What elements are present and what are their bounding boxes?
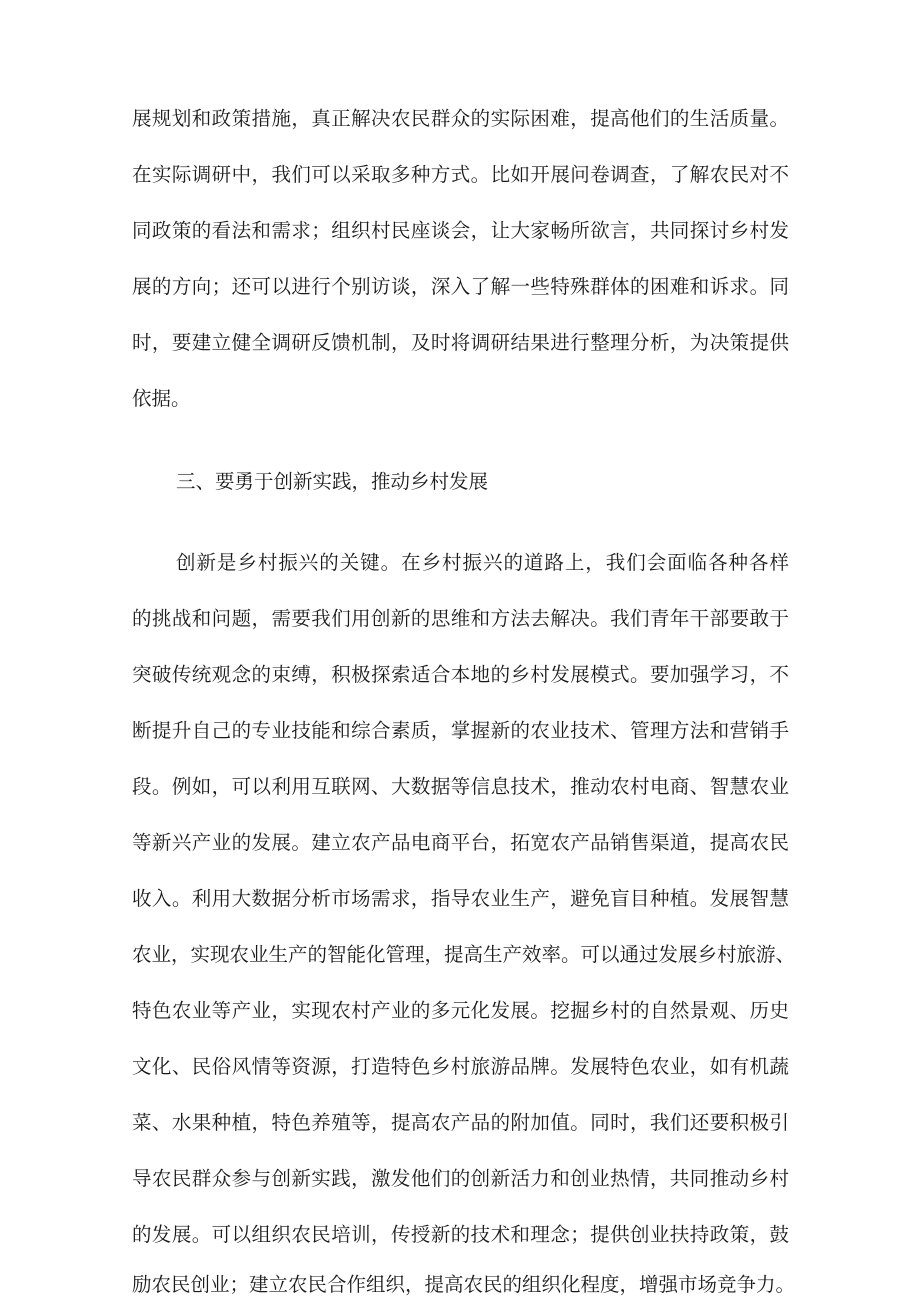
body-line: 等新兴产业的发展。建立农产品电商平台，拓宽农产品销售渠道，提高农民 [132,831,789,854]
body-line: 同政策的看法和需求；组织村民座谈会，让大家畅所欲言，共同探讨乡村发 [132,219,789,242]
body-line: 突破传统观念的束缚，积极探索适合本地的乡村发展模式。要加强学习，不 [132,663,789,686]
body-line: 导农民群众参与创新实践，激发他们的创新活力和创业热情，共同推动乡村 [132,1167,789,1190]
body-line: 菜、水果种植，特色养殖等，提高农产品的附加值。同时，我们还要积极引 [132,1111,789,1134]
body-line: 特色农业等产业，实现农村产业的多元化发展。挖掘乡村的自然景观、历史 [132,999,789,1022]
body-line: 农业，实现农业生产的智能化管理，提高生产效率。可以通过发展乡村旅游、 [132,943,796,966]
body-line: 的挑战和问题，需要我们用创新的思维和方法去解决。我们青年干部要敢于 [132,607,789,630]
body-line: 在实际调研中，我们可以采取多种方式。比如开展问卷调查，了解农民对不 [132,163,789,186]
body-line: 依据。 [132,387,191,410]
body-line: 文化、民俗风情等资源，打造特色乡村旅游品牌。发展特色农业，如有机蔬 [132,1055,789,1078]
body-line: 展规划和政策措施，真正解决农民群众的实际困难，提高他们的生活质量。 [132,107,789,130]
body-line: 断提升自己的专业技能和综合素质，掌握新的农业技术、管理方法和营销手 [132,719,789,742]
body-line: 时，要建立健全调研反馈机制，及时将调研结果进行整理分析，为决策提供 [132,331,789,354]
body-line: 收入。利用大数据分析市场需求，指导农业生产，避免盲目种植。发展智慧 [132,887,789,910]
body-line: 创新是乡村振兴的关键。在乡村振兴的道路上，我们会面临各种各样 [176,551,789,574]
body-line: 的发展。可以组织农民培训，传授新的技术和理念；提供创业扶持政策，鼓 [132,1223,789,1246]
body-line: 励农民创业；建立农民合作组织，提高农民的组织化程度，增强市场竞争力。 [132,1273,796,1296]
section-heading: 三、要勇于创新实践，推动乡村发展 [176,470,489,493]
body-line: 展的方向；还可以进行个别访谈，深入了解一些特殊群体的困难和诉求。同 [132,275,789,298]
body-line: 段。例如，可以利用互联网、大数据等信息技术，推动农村电商、智慧农业 [132,775,789,798]
